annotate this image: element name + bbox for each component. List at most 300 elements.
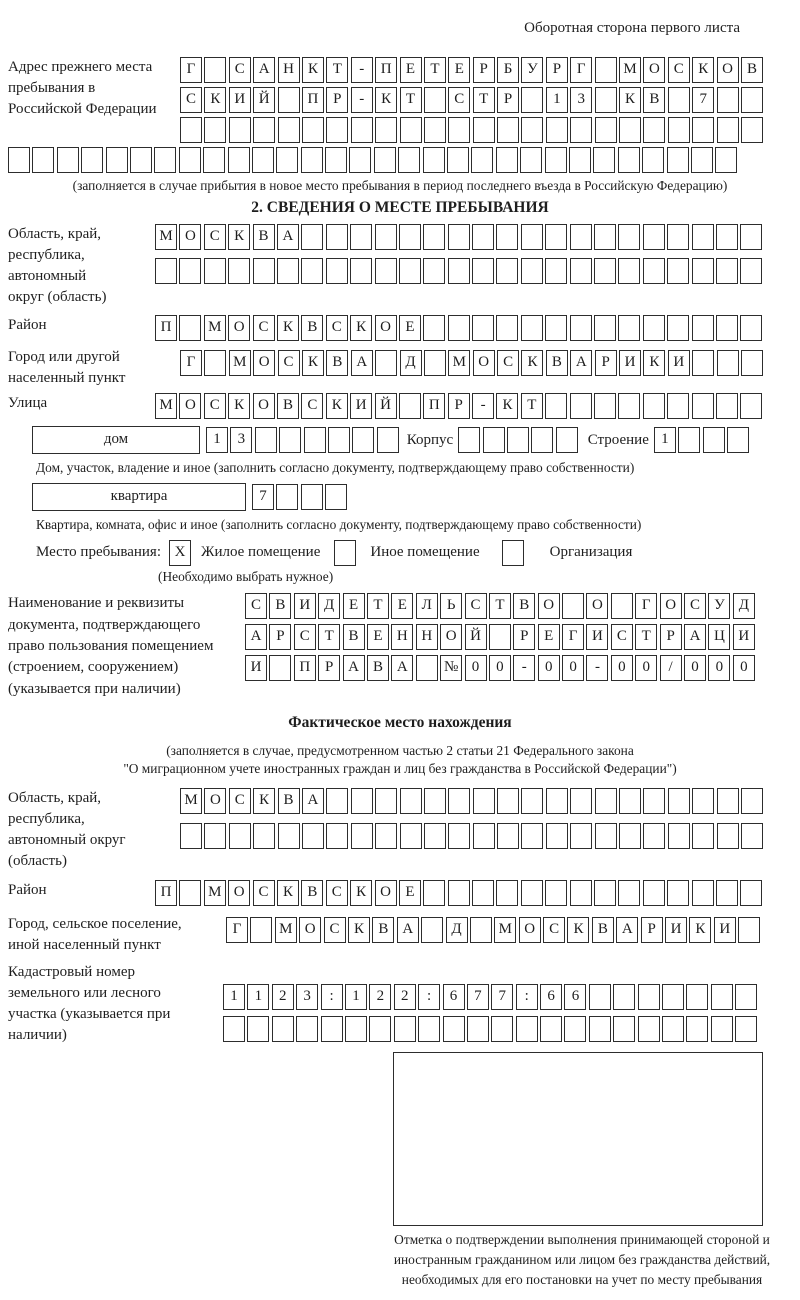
char-cell[interactable] — [247, 1016, 269, 1042]
char-cell[interactable]: 0 — [733, 655, 755, 681]
char-cell[interactable]: М — [229, 350, 251, 376]
char-cell[interactable] — [418, 1016, 440, 1042]
char-cell[interactable]: 7 — [467, 984, 489, 1010]
char-cell[interactable] — [448, 315, 470, 341]
char-cell[interactable]: У — [708, 593, 730, 619]
char-cell[interactable] — [643, 315, 665, 341]
char-cell[interactable] — [278, 823, 300, 849]
char-cell[interactable] — [716, 224, 738, 250]
char-cell[interactable]: 0 — [611, 655, 633, 681]
char-cell[interactable]: С — [497, 350, 519, 376]
char-cell[interactable] — [668, 823, 690, 849]
char-cell[interactable]: Г — [180, 57, 202, 83]
char-cell[interactable] — [740, 315, 762, 341]
char-cell[interactable]: С — [326, 315, 348, 341]
char-cell[interactable] — [716, 258, 738, 284]
residence-type-checkbox-org[interactable] — [502, 540, 524, 566]
char-cell[interactable]: А — [616, 917, 638, 943]
char-cell[interactable] — [643, 393, 665, 419]
char-cell[interactable]: С — [229, 57, 251, 83]
char-cell[interactable]: К — [253, 788, 275, 814]
char-cell[interactable] — [496, 258, 518, 284]
char-cell[interactable] — [424, 87, 446, 113]
char-cell[interactable] — [717, 823, 739, 849]
char-cell[interactable] — [277, 258, 299, 284]
char-cell[interactable] — [668, 788, 690, 814]
char-cell[interactable]: О — [228, 315, 250, 341]
char-cell[interactable] — [668, 117, 690, 143]
char-cell[interactable]: О — [253, 350, 275, 376]
char-cell[interactable] — [667, 315, 689, 341]
char-cell[interactable] — [564, 1016, 586, 1042]
char-cell[interactable]: 0 — [538, 655, 560, 681]
char-cell[interactable]: М — [155, 393, 177, 419]
char-cell[interactable]: О — [519, 917, 541, 943]
char-cell[interactable] — [180, 823, 202, 849]
char-cell[interactable] — [594, 880, 616, 906]
char-cell[interactable] — [546, 788, 568, 814]
char-cell[interactable] — [424, 823, 446, 849]
char-cell[interactable]: А — [302, 788, 324, 814]
char-cell[interactable] — [223, 1016, 245, 1042]
char-cell[interactable] — [521, 315, 543, 341]
char-cell[interactable] — [473, 117, 495, 143]
char-cell[interactable] — [717, 87, 739, 113]
char-cell[interactable]: Д — [318, 593, 340, 619]
char-cell[interactable] — [692, 393, 714, 419]
char-cell[interactable] — [741, 788, 763, 814]
char-cell[interactable] — [545, 393, 567, 419]
char-cell[interactable] — [667, 224, 689, 250]
char-cell[interactable]: В — [269, 593, 291, 619]
char-cell[interactable] — [416, 655, 438, 681]
char-cell[interactable] — [667, 147, 689, 173]
char-cell[interactable]: И — [294, 593, 316, 619]
char-cell[interactable]: : — [516, 984, 538, 1010]
char-cell[interactable]: 0 — [562, 655, 584, 681]
char-cell[interactable]: А — [684, 624, 706, 650]
char-cell[interactable] — [228, 258, 250, 284]
char-cell[interactable] — [179, 258, 201, 284]
char-cell[interactable]: Т — [489, 593, 511, 619]
char-cell[interactable]: О — [204, 788, 226, 814]
char-cell[interactable]: М — [180, 788, 202, 814]
char-cell[interactable]: С — [611, 624, 633, 650]
char-cell[interactable] — [472, 224, 494, 250]
char-cell[interactable]: Р — [269, 624, 291, 650]
char-cell[interactable] — [399, 224, 421, 250]
char-cell[interactable]: В — [513, 593, 535, 619]
char-cell[interactable] — [255, 427, 277, 453]
char-cell[interactable]: Д — [733, 593, 755, 619]
char-cell[interactable]: Р — [448, 393, 470, 419]
char-cell[interactable]: Е — [400, 57, 422, 83]
char-cell[interactable] — [349, 147, 371, 173]
char-cell[interactable]: 1 — [247, 984, 269, 1010]
char-cell[interactable] — [594, 393, 616, 419]
char-cell[interactable] — [301, 484, 323, 510]
char-cell[interactable] — [703, 427, 725, 453]
char-cell[interactable]: М — [448, 350, 470, 376]
char-cell[interactable]: Ц — [708, 624, 730, 650]
char-cell[interactable] — [521, 117, 543, 143]
char-cell[interactable]: Е — [343, 593, 365, 619]
char-cell[interactable]: С — [465, 593, 487, 619]
char-cell[interactable]: К — [326, 393, 348, 419]
char-cell[interactable]: О — [440, 624, 462, 650]
char-cell[interactable] — [326, 117, 348, 143]
char-cell[interactable] — [521, 823, 543, 849]
char-cell[interactable] — [643, 823, 665, 849]
char-cell[interactable]: Е — [448, 57, 470, 83]
char-cell[interactable]: 0 — [708, 655, 730, 681]
char-cell[interactable] — [467, 1016, 489, 1042]
char-cell[interactable] — [497, 823, 519, 849]
char-cell[interactable]: А — [391, 655, 413, 681]
char-cell[interactable] — [253, 258, 275, 284]
char-cell[interactable] — [204, 823, 226, 849]
char-cell[interactable] — [496, 315, 518, 341]
char-cell[interactable] — [351, 117, 373, 143]
char-cell[interactable]: М — [494, 917, 516, 943]
char-cell[interactable]: Й — [253, 87, 275, 113]
char-cell[interactable] — [619, 117, 641, 143]
char-cell[interactable] — [400, 823, 422, 849]
char-cell[interactable]: Г — [562, 624, 584, 650]
char-cell[interactable]: Р — [595, 350, 617, 376]
char-cell[interactable] — [443, 1016, 465, 1042]
char-cell[interactable] — [521, 224, 543, 250]
char-cell[interactable] — [740, 224, 762, 250]
char-cell[interactable] — [611, 593, 633, 619]
char-cell[interactable] — [727, 427, 749, 453]
char-cell[interactable] — [521, 788, 543, 814]
char-cell[interactable]: В — [643, 87, 665, 113]
char-cell[interactable]: И — [733, 624, 755, 650]
char-cell[interactable]: Т — [400, 87, 422, 113]
char-cell[interactable] — [594, 258, 616, 284]
char-cell[interactable]: А — [397, 917, 419, 943]
char-cell[interactable] — [741, 823, 763, 849]
char-cell[interactable]: В — [343, 624, 365, 650]
char-cell[interactable]: М — [275, 917, 297, 943]
char-cell[interactable]: Т — [367, 593, 389, 619]
char-cell[interactable]: И — [619, 350, 641, 376]
char-cell[interactable]: С — [543, 917, 565, 943]
char-cell[interactable] — [686, 984, 708, 1010]
char-cell[interactable] — [130, 147, 152, 173]
char-cell[interactable]: О — [375, 315, 397, 341]
char-cell[interactable] — [81, 147, 103, 173]
char-cell[interactable]: О — [179, 224, 201, 250]
char-cell[interactable] — [374, 147, 396, 173]
char-cell[interactable] — [448, 823, 470, 849]
char-cell[interactable]: Н — [278, 57, 300, 83]
char-cell[interactable] — [304, 427, 326, 453]
char-cell[interactable] — [545, 147, 567, 173]
char-cell[interactable] — [595, 57, 617, 83]
kvartira-box[interactable]: квартира — [32, 483, 246, 511]
char-cell[interactable] — [643, 880, 665, 906]
char-cell[interactable] — [423, 147, 445, 173]
char-cell[interactable] — [424, 788, 446, 814]
char-cell[interactable] — [458, 427, 480, 453]
char-cell[interactable]: С — [294, 624, 316, 650]
char-cell[interactable]: / — [660, 655, 682, 681]
char-cell[interactable]: - — [513, 655, 535, 681]
char-cell[interactable]: М — [619, 57, 641, 83]
char-cell[interactable]: 6 — [443, 984, 465, 1010]
char-cell[interactable] — [643, 224, 665, 250]
char-cell[interactable] — [570, 393, 592, 419]
char-cell[interactable]: 2 — [272, 984, 294, 1010]
char-cell[interactable]: Е — [399, 315, 421, 341]
char-cell[interactable]: С — [448, 87, 470, 113]
char-cell[interactable] — [228, 147, 250, 173]
char-cell[interactable] — [375, 350, 397, 376]
char-cell[interactable] — [472, 880, 494, 906]
char-cell[interactable] — [589, 984, 611, 1010]
char-cell[interactable]: Т — [473, 87, 495, 113]
char-cell[interactable] — [302, 117, 324, 143]
char-cell[interactable] — [643, 258, 665, 284]
char-cell[interactable] — [400, 117, 422, 143]
char-cell[interactable]: - — [351, 87, 373, 113]
char-cell[interactable]: 1 — [345, 984, 367, 1010]
char-cell[interactable] — [692, 788, 714, 814]
char-cell[interactable]: Т — [424, 57, 446, 83]
char-cell[interactable] — [595, 87, 617, 113]
char-cell[interactable] — [423, 880, 445, 906]
char-cell[interactable]: К — [643, 350, 665, 376]
char-cell[interactable] — [619, 823, 641, 849]
char-cell[interactable]: 1 — [654, 427, 676, 453]
char-cell[interactable]: И — [668, 350, 690, 376]
char-cell[interactable]: Р — [473, 57, 495, 83]
char-cell[interactable] — [155, 258, 177, 284]
char-cell[interactable]: Р — [326, 87, 348, 113]
char-cell[interactable] — [521, 880, 543, 906]
char-cell[interactable] — [269, 655, 291, 681]
char-cell[interactable] — [497, 788, 519, 814]
char-cell[interactable]: К — [567, 917, 589, 943]
char-cell[interactable] — [497, 117, 519, 143]
char-cell[interactable] — [521, 258, 543, 284]
char-cell[interactable] — [375, 788, 397, 814]
char-cell[interactable]: В — [372, 917, 394, 943]
char-cell[interactable]: Р — [546, 57, 568, 83]
char-cell[interactable]: Г — [570, 57, 592, 83]
char-cell[interactable] — [448, 258, 470, 284]
char-cell[interactable]: В — [326, 350, 348, 376]
char-cell[interactable] — [272, 1016, 294, 1042]
char-cell[interactable] — [521, 87, 543, 113]
char-cell[interactable]: О — [586, 593, 608, 619]
char-cell[interactable] — [375, 117, 397, 143]
char-cell[interactable]: В — [301, 880, 323, 906]
char-cell[interactable] — [546, 823, 568, 849]
char-cell[interactable]: М — [204, 880, 226, 906]
char-cell[interactable]: С — [253, 315, 275, 341]
char-cell[interactable] — [618, 880, 640, 906]
char-cell[interactable] — [570, 788, 592, 814]
char-cell[interactable]: У — [521, 57, 543, 83]
char-cell[interactable]: К — [496, 393, 518, 419]
char-cell[interactable]: 3 — [296, 984, 318, 1010]
char-cell[interactable]: Б — [497, 57, 519, 83]
char-cell[interactable] — [447, 147, 469, 173]
char-cell[interactable]: Г — [226, 917, 248, 943]
char-cell[interactable]: А — [277, 224, 299, 250]
char-cell[interactable] — [423, 224, 445, 250]
char-cell[interactable] — [618, 315, 640, 341]
char-cell[interactable] — [618, 393, 640, 419]
char-cell[interactable] — [667, 880, 689, 906]
char-cell[interactable]: А — [245, 624, 267, 650]
char-cell[interactable]: Т — [326, 57, 348, 83]
char-cell[interactable]: Й — [465, 624, 487, 650]
char-cell[interactable] — [570, 823, 592, 849]
char-cell[interactable] — [738, 917, 760, 943]
char-cell[interactable] — [692, 823, 714, 849]
char-cell[interactable]: С — [245, 593, 267, 619]
char-cell[interactable] — [678, 427, 700, 453]
char-cell[interactable] — [351, 823, 373, 849]
char-cell[interactable]: О — [299, 917, 321, 943]
char-cell[interactable] — [399, 258, 421, 284]
char-cell[interactable]: К — [350, 880, 372, 906]
char-cell[interactable] — [424, 117, 446, 143]
char-cell[interactable]: № — [440, 655, 462, 681]
dom-box[interactable]: дом — [32, 426, 200, 454]
char-cell[interactable]: И — [665, 917, 687, 943]
char-cell[interactable]: Д — [400, 350, 422, 376]
char-cell[interactable] — [424, 350, 446, 376]
char-cell[interactable] — [253, 823, 275, 849]
char-cell[interactable] — [638, 984, 660, 1010]
char-cell[interactable] — [296, 1016, 318, 1042]
char-cell[interactable] — [229, 117, 251, 143]
char-cell[interactable] — [735, 1016, 757, 1042]
char-cell[interactable]: - — [586, 655, 608, 681]
char-cell[interactable]: В — [592, 917, 614, 943]
char-cell[interactable] — [546, 117, 568, 143]
char-cell[interactable] — [326, 258, 348, 284]
char-cell[interactable]: Р — [513, 624, 535, 650]
char-cell[interactable] — [326, 224, 348, 250]
char-cell[interactable] — [472, 258, 494, 284]
char-cell[interactable] — [717, 788, 739, 814]
char-cell[interactable] — [252, 147, 274, 173]
char-cell[interactable]: П — [375, 57, 397, 83]
char-cell[interactable] — [345, 1016, 367, 1042]
char-cell[interactable] — [691, 147, 713, 173]
char-cell[interactable] — [375, 224, 397, 250]
char-cell[interactable]: С — [301, 393, 323, 419]
char-cell[interactable] — [204, 258, 226, 284]
char-cell[interactable] — [741, 87, 763, 113]
char-cell[interactable] — [472, 315, 494, 341]
char-cell[interactable] — [594, 315, 616, 341]
char-cell[interactable]: Т — [635, 624, 657, 650]
char-cell[interactable] — [32, 147, 54, 173]
char-cell[interactable]: Т — [521, 393, 543, 419]
char-cell[interactable] — [423, 258, 445, 284]
char-cell[interactable] — [717, 350, 739, 376]
char-cell[interactable] — [741, 350, 763, 376]
char-cell[interactable] — [325, 484, 347, 510]
char-cell[interactable]: П — [423, 393, 445, 419]
char-cell[interactable]: - — [472, 393, 494, 419]
char-cell[interactable] — [350, 258, 372, 284]
char-cell[interactable] — [562, 593, 584, 619]
char-cell[interactable] — [662, 984, 684, 1010]
char-cell[interactable] — [204, 117, 226, 143]
char-cell[interactable]: И — [350, 393, 372, 419]
char-cell[interactable]: О — [717, 57, 739, 83]
char-cell[interactable] — [711, 984, 733, 1010]
char-cell[interactable]: О — [228, 880, 250, 906]
char-cell[interactable] — [716, 880, 738, 906]
char-cell[interactable] — [57, 147, 79, 173]
char-cell[interactable] — [473, 788, 495, 814]
char-cell[interactable] — [375, 823, 397, 849]
char-cell[interactable]: О — [179, 393, 201, 419]
char-cell[interactable]: Ь — [440, 593, 462, 619]
char-cell[interactable] — [321, 1016, 343, 1042]
char-cell[interactable]: К — [277, 880, 299, 906]
char-cell[interactable] — [735, 984, 757, 1010]
char-cell[interactable] — [593, 147, 615, 173]
char-cell[interactable] — [278, 117, 300, 143]
char-cell[interactable] — [595, 117, 617, 143]
char-cell[interactable] — [686, 1016, 708, 1042]
char-cell[interactable]: Н — [416, 624, 438, 650]
char-cell[interactable]: М — [204, 315, 226, 341]
char-cell[interactable] — [489, 624, 511, 650]
char-cell[interactable]: - — [351, 57, 373, 83]
char-cell[interactable]: П — [302, 87, 324, 113]
char-cell[interactable]: К — [277, 315, 299, 341]
char-cell[interactable]: Д — [446, 917, 468, 943]
char-cell[interactable] — [545, 315, 567, 341]
char-cell[interactable] — [351, 788, 373, 814]
char-cell[interactable] — [471, 147, 493, 173]
char-cell[interactable] — [570, 258, 592, 284]
char-cell[interactable] — [326, 788, 348, 814]
char-cell[interactable]: В — [546, 350, 568, 376]
char-cell[interactable] — [398, 147, 420, 173]
char-cell[interactable] — [692, 117, 714, 143]
char-cell[interactable] — [613, 984, 635, 1010]
char-cell[interactable]: К — [350, 315, 372, 341]
char-cell[interactable] — [668, 87, 690, 113]
char-cell[interactable] — [328, 427, 350, 453]
char-cell[interactable] — [302, 823, 324, 849]
char-cell[interactable] — [470, 917, 492, 943]
char-cell[interactable] — [667, 393, 689, 419]
char-cell[interactable] — [204, 350, 226, 376]
char-cell[interactable] — [516, 1016, 538, 1042]
char-cell[interactable] — [496, 147, 518, 173]
char-cell[interactable] — [570, 224, 592, 250]
char-cell[interactable]: П — [294, 655, 316, 681]
char-cell[interactable] — [229, 823, 251, 849]
char-cell[interactable]: 1 — [223, 984, 245, 1010]
char-cell[interactable]: 6 — [564, 984, 586, 1010]
char-cell[interactable] — [448, 224, 470, 250]
char-cell[interactable]: 3 — [570, 87, 592, 113]
